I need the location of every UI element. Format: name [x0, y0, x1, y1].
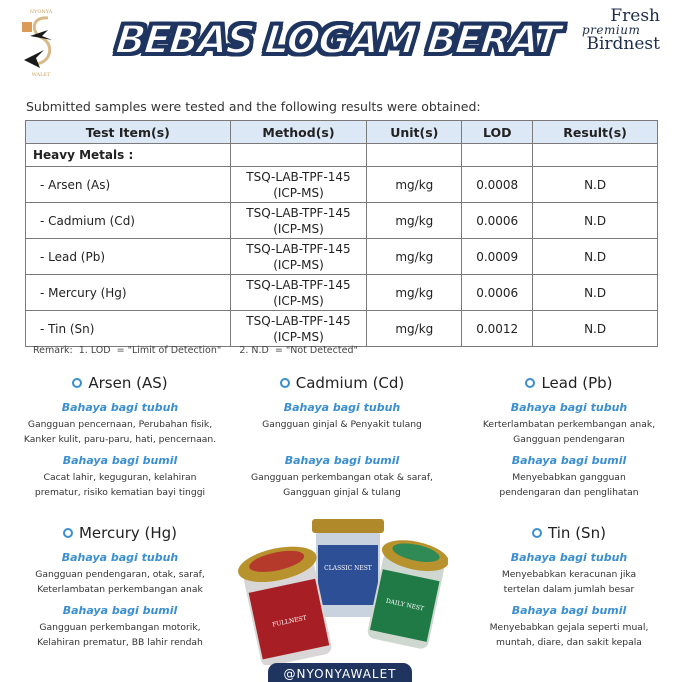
- product-jars-image: [238, 515, 448, 665]
- method-code: TSQ-LAB-TPF-145: [246, 169, 351, 184]
- svg-text:NYONYA: NYONYA: [29, 9, 53, 15]
- brand-premium: premium: [582, 23, 641, 37]
- metal-name: Arsen (AS): [88, 374, 168, 392]
- cell-unit: mg/kg: [367, 239, 462, 275]
- page-title: BEBAS LOGAM BERAT: [113, 17, 562, 63]
- swallow-logo-icon: [18, 6, 64, 78]
- fresh-premium-birdnest-logo: [580, 8, 660, 53]
- cell-lod: 0.0008: [462, 167, 533, 203]
- brand-fresh: Fresh: [610, 6, 660, 26]
- cell-method: [230, 239, 367, 275]
- cell-unit: mg/kg: [367, 203, 462, 239]
- pregnancy-hazard-text: Menyebabkan gejala seperti mual, muntah, diare, dan sakit kepala: [489, 622, 649, 648]
- body-hazard-text: Gangguan pendengaran, otak, saraf, Keterlambatan perkembangan anak: [35, 569, 205, 595]
- cell-item: - Cadmium (Cd): [26, 203, 231, 239]
- col-method: Method(s): [230, 121, 367, 144]
- cell-item: - Tin (Sn): [26, 311, 231, 347]
- svg-text:WALET: WALET: [31, 72, 51, 78]
- method-technique: (ICP-MS): [273, 329, 324, 344]
- method-technique: (ICP-MS): [273, 221, 324, 236]
- pregnancy-hazard-label: Bahaya bagi bumil: [62, 604, 178, 617]
- metal-name: Cadmium (Cd): [295, 374, 405, 392]
- table-header-row: [26, 121, 658, 144]
- body-hazard-text: Gangguan ginjal & Penyakit tulang: [262, 419, 422, 430]
- cell-unit: mg/kg: [367, 275, 462, 311]
- cell-result: N.D: [533, 167, 658, 203]
- cell-result: N.D: [533, 275, 658, 311]
- method-code: TSQ-LAB-TPF-145: [246, 205, 351, 220]
- circle-bullet-icon: [72, 378, 82, 388]
- group-row: [26, 144, 658, 167]
- cell-item: - Lead (Pb): [26, 239, 231, 275]
- col-unit: Unit(s): [367, 121, 462, 144]
- cell-method: [230, 203, 367, 239]
- method-code: TSQ-LAB-TPF-145: [246, 277, 351, 292]
- remark-note: Remark: 1. LOD = "Limit of Detection" 2. N.D = "Not Detected": [33, 345, 358, 356]
- body-hazard-label: Bahaya bagi tubuh: [61, 401, 179, 414]
- cell-result: N.D: [533, 203, 658, 239]
- pregnancy-hazard-text: Menyebabkan gangguan pendengaran dan penglihatan: [499, 472, 639, 498]
- body-hazard-text: Kerterlambatan perkembangan anak, Gangguan pendengaran: [482, 419, 656, 445]
- birdnest-jars-icon: [238, 515, 448, 665]
- pregnancy-hazard-label: Bahaya bagi bumil: [511, 454, 627, 467]
- cell-unit: mg/kg: [367, 311, 462, 347]
- cell-lod: 0.0009: [462, 239, 533, 275]
- cell-lod: 0.0006: [462, 203, 533, 239]
- metal-card-cadmium: [232, 372, 452, 500]
- cell-item: - Mercury (Hg): [26, 275, 231, 311]
- body-hazard-label: Bahaya bagi tubuh: [61, 551, 179, 564]
- metal-card-mercury: [10, 522, 230, 650]
- group-label: Heavy Metals :: [26, 144, 231, 167]
- cell-lod: 0.0006: [462, 275, 533, 311]
- table-row: [26, 275, 658, 311]
- svg-text:CLASSIC NEST: CLASSIC NEST: [324, 565, 372, 572]
- circle-bullet-icon: [532, 528, 542, 538]
- metal-name: Tin (Sn): [548, 524, 606, 542]
- pregnancy-hazard-label: Bahaya bagi bumil: [62, 454, 178, 467]
- body-hazard-text: Gangguan pencernaan, Perubahan fisik, Kanker kulit, paru-paru, hati, pencernaan.: [23, 419, 217, 445]
- metal-card-lead: [459, 372, 679, 500]
- metal-name: Mercury (Hg): [78, 524, 178, 542]
- method-code: TSQ-LAB-TPF-145: [246, 241, 351, 256]
- body-hazard-text: Menyebabkan keracunan jika tertelan dalam jumlah besar: [501, 569, 637, 595]
- table-row: [26, 239, 658, 275]
- metal-card-arsen: [10, 372, 230, 500]
- pregnancy-hazard-text: Cacat lahir, keguguran, kelahiran prematur, risiko kematian bayi tinggi: [34, 472, 206, 498]
- table-row: [26, 311, 658, 347]
- intro-text: Submitted samples were tested and the following results were obtained:: [26, 99, 481, 114]
- circle-bullet-icon: [525, 378, 535, 388]
- pregnancy-hazard-label: Bahaya bagi bumil: [511, 604, 627, 617]
- col-test-item: Test Item(s): [26, 121, 231, 144]
- table-row: [26, 167, 658, 203]
- metal-name: Lead (Pb): [541, 374, 613, 392]
- cell-result: N.D: [533, 239, 658, 275]
- nyonya-walet-logo: [18, 6, 64, 78]
- pregnancy-hazard-text: Gangguan perkembangan motorik, Kelahiran prematur, BB lahir rendah: [37, 622, 203, 648]
- cell-method: [230, 275, 367, 311]
- cell-result: N.D: [533, 311, 658, 347]
- svg-text:DAILY NEST: DAILY NEST: [385, 597, 425, 613]
- body-hazard-label: Bahaya bagi tubuh: [510, 401, 628, 414]
- method-technique: (ICP-MS): [273, 185, 324, 200]
- method-technique: (ICP-MS): [273, 257, 324, 272]
- svg-text:FULLNEST: FULLNEST: [271, 614, 308, 629]
- brand-birdnest: Birdnest: [586, 34, 660, 54]
- instagram-handle-badge: @NYONYAWALET: [268, 663, 412, 682]
- col-lod: LOD: [462, 121, 533, 144]
- method-technique: (ICP-MS): [273, 293, 324, 308]
- cell-method: [230, 311, 367, 347]
- body-hazard-label: Bahaya bagi tubuh: [510, 551, 628, 564]
- cell-method: [230, 167, 367, 203]
- circle-bullet-icon: [63, 528, 73, 538]
- circle-bullet-icon: [280, 378, 290, 388]
- pregnancy-hazard-text: Gangguan perkembangan otak & saraf, Gangguan ginjal & tulang: [251, 472, 433, 498]
- cell-lod: 0.0012: [462, 311, 533, 347]
- page-title-banner: [113, 15, 562, 65]
- table-row: [26, 203, 658, 239]
- col-result: Result(s): [533, 121, 658, 144]
- body-hazard-label: Bahaya bagi tubuh: [283, 401, 401, 414]
- method-code: TSQ-LAB-TPF-145: [246, 313, 351, 328]
- results-table: [25, 120, 658, 347]
- cell-unit: mg/kg: [367, 167, 462, 203]
- metal-card-tin: [459, 522, 679, 650]
- pregnancy-hazard-label: Bahaya bagi bumil: [284, 454, 400, 467]
- cell-item: - Arsen (As): [26, 167, 231, 203]
